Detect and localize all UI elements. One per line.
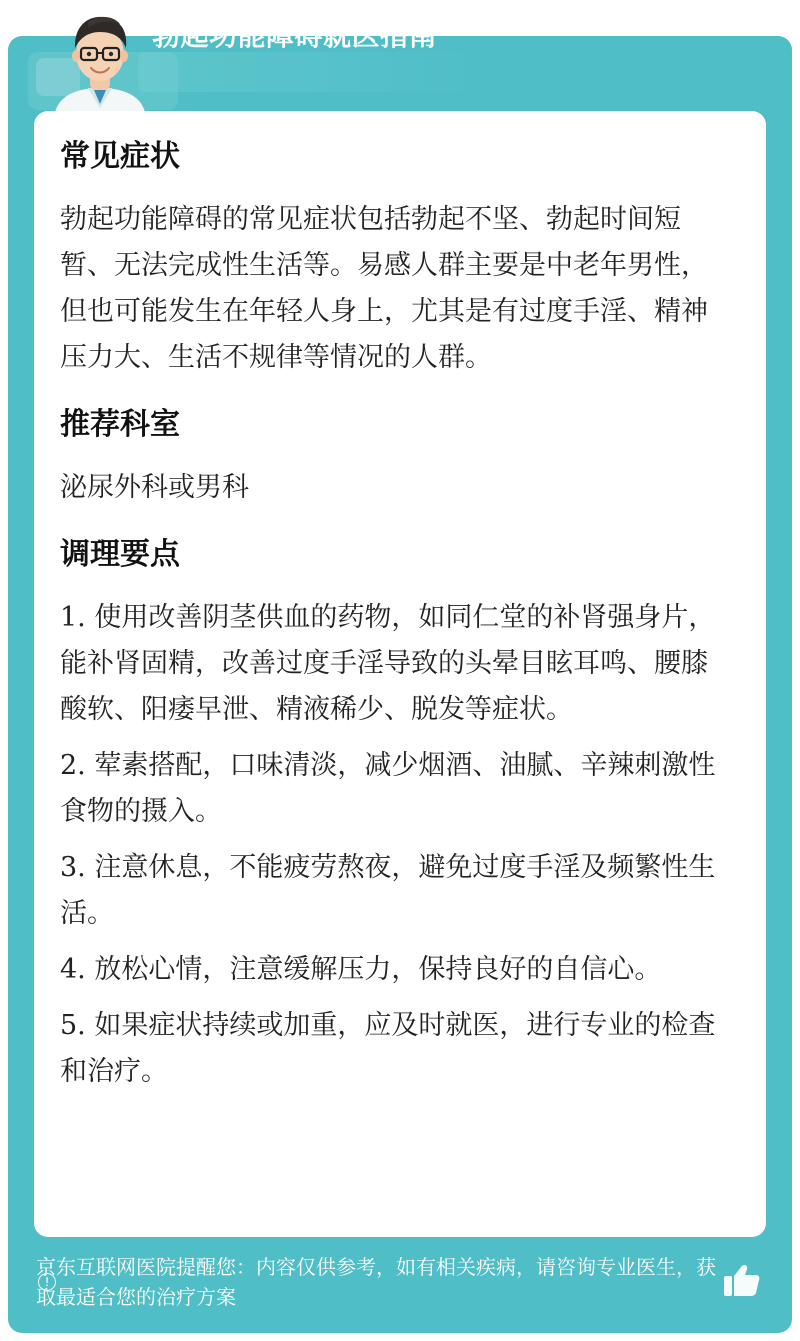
page-title: 勃起功能障碍就医指南: [152, 19, 438, 52]
care-item-text: 如果症状持续或加重，应及时就医，进行专业的检查和治疗。: [60, 1010, 716, 1087]
section-title-care: 调理要点: [60, 537, 180, 572]
care-item-text: 注意休息，不能疲劳熬夜，避免过度手淫及频繁性生活。: [60, 852, 716, 929]
care-item-number: 3.: [60, 852, 86, 883]
header-band: [138, 52, 498, 92]
symptoms-text: 勃起功能障碍的常见症状包括勃起不坚、勃起时间短暂、无法完成性生活等。易感人群主要是中老年男性，但也可能发生在年轻人身上，尤其是有过度手淫、精神压力大、生活不规律等情况的人群。: [60, 204, 708, 373]
department-text: 泌尿外科或男科: [60, 472, 249, 503]
care-item: [60, 595, 724, 733]
care-item-text: 使用改善阴茎供血的药物，如同仁堂的补肾强身片，能补肾固精，改善过度手淫导致的头晕目眩耳鸣、腰膝酸软、阳痿早泄、精液稀少、脱发等症状。: [60, 602, 716, 725]
care-item: [60, 743, 724, 835]
thumbs-up-icon[interactable]: [722, 1262, 762, 1298]
care-item: [60, 1003, 724, 1095]
footer-disclaimer: 京东互联网医院提醒您：内容仅供参考，如有相关疾病，请咨询专业医生，获取最适合您的治疗方案: [36, 1255, 716, 1309]
content-card: [34, 111, 766, 1237]
care-item: [60, 845, 724, 937]
care-item-text: 荤素搭配，口味清淡，减少烟酒、油腻、辛辣刺激性食物的摄入。: [60, 750, 716, 827]
care-item-number: 4.: [60, 954, 86, 985]
info-icon: !: [38, 1273, 56, 1291]
care-item-number: 2.: [60, 750, 86, 781]
doctor-avatar-icon: [48, 8, 152, 118]
care-item-text: 放松心情，注意缓解压力，保持良好的自信心。: [94, 954, 662, 985]
card-content: [60, 135, 724, 1095]
section-title-symptoms: 常见症状: [60, 139, 180, 174]
care-item-number: 1.: [60, 602, 86, 633]
care-item: [60, 947, 724, 993]
section-title-department: 推荐科室: [60, 407, 180, 442]
care-item-number: 5.: [60, 1010, 86, 1041]
